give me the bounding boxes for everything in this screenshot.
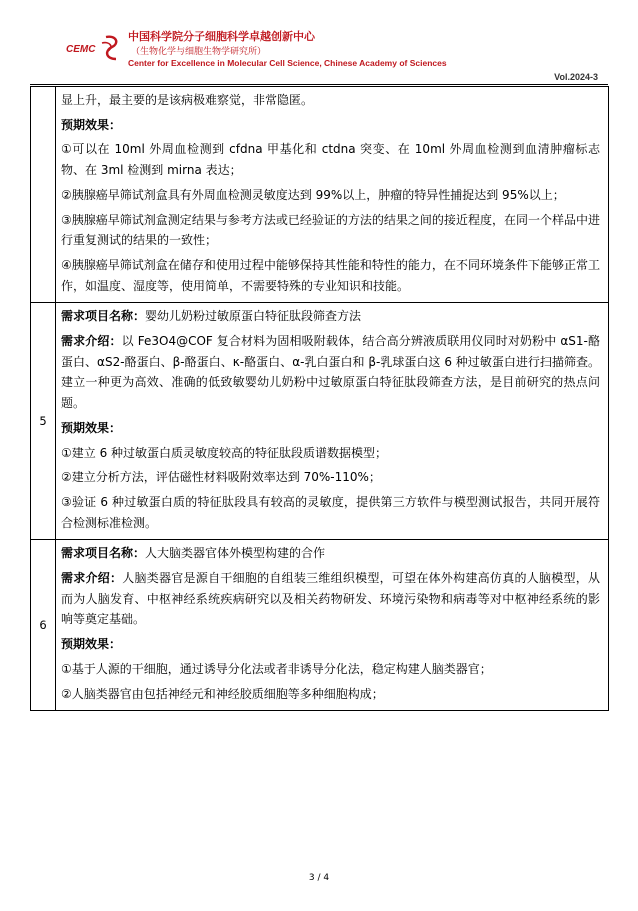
page-number: 3 / 4 bbox=[308, 873, 330, 883]
table-row bbox=[31, 303, 609, 540]
intro-label: 需求介绍： bbox=[61, 571, 123, 586]
requirements-table bbox=[30, 86, 609, 711]
page-header bbox=[0, 0, 638, 90]
org-subtitle-cn: （生物化学与细胞生物学研究所） bbox=[131, 47, 267, 57]
svg-text:CEMC: CEMC bbox=[66, 44, 96, 55]
effect-item: ③胰腺癌早筛试剂盒测定结果与参考方法或已经验证的方法的结果之间的接近程度，在同一个样品中进行重复测试的结果的一致性； bbox=[61, 212, 600, 248]
project-name bbox=[61, 306, 600, 331]
intro-value: 人脑类器官是源自干细胞的自组装三维组织模型，可望在体外构建高仿真的人脑模型，从而为人脑发育、中枢神经系统疾病研究以及相关药物研发、环境污染物和病毒等对中枢神经系统的影响等奠定基础。 bbox=[61, 571, 600, 627]
effect-item: ②人脑类器官由包括神经元和神经胶质细胞等多种细胞构成； bbox=[61, 686, 384, 701]
table-row bbox=[31, 540, 609, 711]
row-content bbox=[56, 303, 609, 540]
project-name-value: 婴幼儿奶粉过敏原蛋白特征肽段筛查方法 bbox=[145, 309, 362, 324]
intro-label: 需求介绍： bbox=[61, 334, 122, 349]
project-intro bbox=[61, 331, 600, 418]
project-name bbox=[61, 543, 600, 568]
effect-item: ④胰腺癌早筛试剂盒在储存和使用过程中能够保持其性能和特性的能力，在不同环境条件下能够正常工作，如温度、湿度等，使用简单，不需要特殊的专业知识和技能。 bbox=[61, 257, 600, 293]
project-name-label: 需求项目名称： bbox=[61, 546, 146, 561]
effect-item: ②建立分析方法，评估磁性材料吸附效率达到 70%-110%； bbox=[61, 470, 381, 485]
row-number bbox=[31, 87, 56, 303]
effect-item: ②胰腺癌早筛试剂盒具有外周血检测灵敏度达到 99%以上，肿瘤的特异性捕捉达到 95%以上； bbox=[61, 187, 565, 202]
row-number: 6 bbox=[31, 540, 56, 711]
intro-value: 以 Fe3O4@COF 复合材料为固相吸附载体，结合高分辨液质联用仪同时对奶粉中 αS1-酪蛋白、αS2-酪蛋白、β-酪蛋白、κ-酪蛋白、α-乳白蛋白和 β-乳球蛋白这 6 种过敏蛋白进行扫描筛查。建立一种更为高效、准确的低致敏婴幼儿奶粉中过敏原蛋白特征肽段筛查方法，是目前研究的热点问题。 bbox=[61, 334, 600, 411]
cemcs-logo-icon bbox=[66, 33, 122, 63]
row-content bbox=[56, 540, 609, 711]
table-row bbox=[31, 87, 609, 303]
org-name-en: Center for Excellence in Molecular Cell Science, Chinese Academy of Sciences bbox=[128, 58, 447, 68]
effect-item: ①可以在 10ml 外周血检测到 cfdna 甲基化和 ctdna 突变、在 10ml 外周血检测到血清肿瘤标志物、在 3ml 检测到 mirna 表达； bbox=[61, 142, 600, 178]
effect-item: ①建立 6 种过敏蛋白质灵敏度较高的特征肽段质谱数据模型； bbox=[61, 445, 388, 460]
row-content bbox=[56, 87, 609, 303]
effect-item: ①基于人源的干细胞，通过诱导分化法或者非诱导分化法，稳定构建人脑类器官； bbox=[61, 661, 492, 676]
effects-label: 预期效果： bbox=[61, 420, 122, 435]
project-intro bbox=[61, 568, 600, 634]
effect-item: ③验证 6 种过敏蛋白质的特征肽段具有较高的灵敏度，提供第三方软件与模型测试报告，共同开展符合检测标准检测。 bbox=[61, 494, 600, 530]
row-number: 5 bbox=[31, 303, 56, 540]
project-name-label: 需求项目名称： bbox=[61, 309, 146, 324]
project-name-value: 人大脑类器官体外模型构建的合作 bbox=[145, 546, 326, 561]
intro-text: 显上升，最主要的是该病极难察觉，非常隐匿。 bbox=[61, 93, 314, 107]
effects-label: 预期效果： bbox=[61, 637, 122, 652]
header-divider bbox=[30, 84, 608, 85]
volume-label: Vol.2024-3 bbox=[554, 72, 598, 82]
effects-label: 预期效果： bbox=[61, 117, 122, 132]
org-name-cn: 中国科学院分子细胞科学卓越创新中心 bbox=[128, 30, 315, 43]
